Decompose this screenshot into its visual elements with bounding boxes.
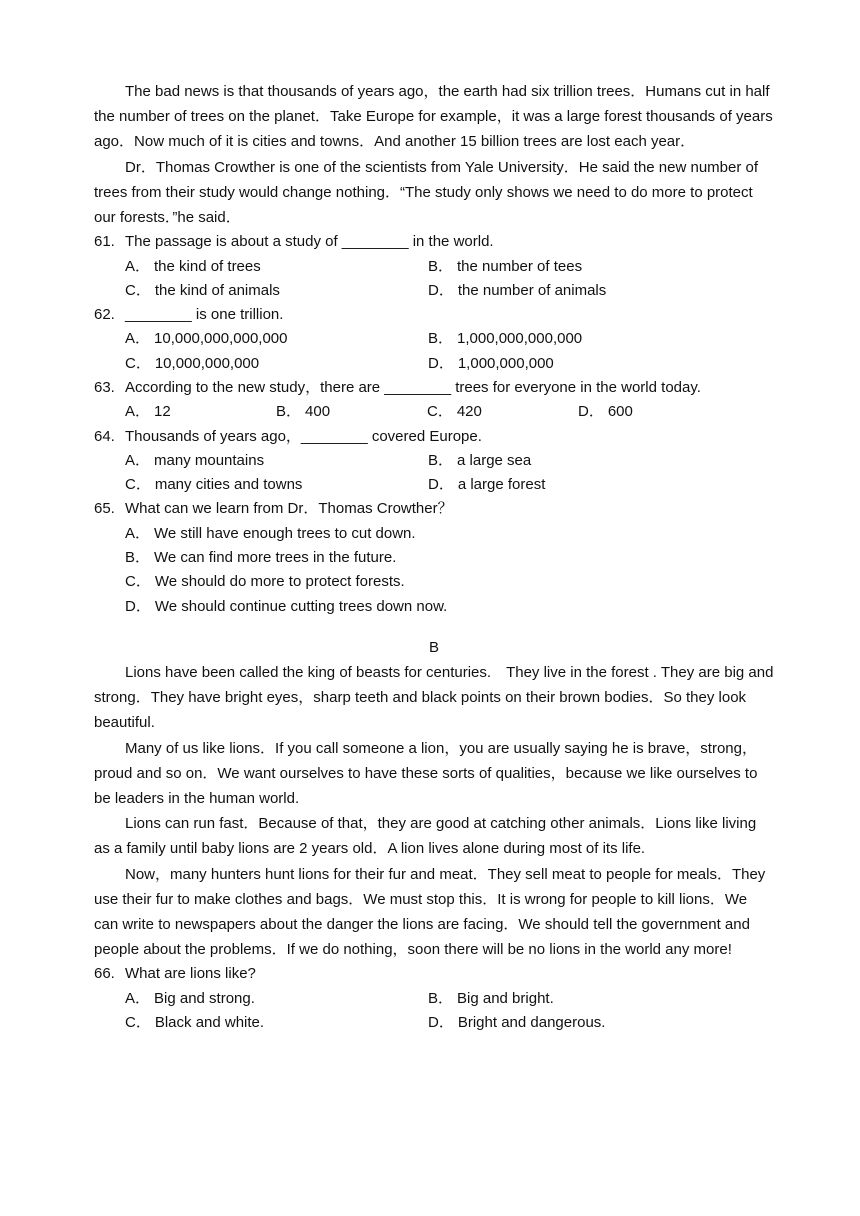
option-a: A． We still have enough trees to cut down. (125, 524, 416, 542)
option-d: D． We should continue cutting trees down now. (125, 597, 448, 615)
option-a: A． 12 (125, 403, 171, 421)
question-number: 63. (94, 379, 115, 396)
question-number: 66. (94, 965, 115, 983)
question-66 (94, 962, 774, 1035)
option-c: C． many cities and towns (125, 476, 303, 494)
passage-b-paragraph-1: Lions have been called the king of beasts for centuries. They live in the forest . They are big and strong．They have bright eyes，sharp teeth and black points on their brown bodies．So they look beautiful. (94, 663, 774, 732)
question-text: What are lions like? (125, 965, 256, 983)
question-63 (94, 376, 774, 425)
passage-b-paragraph-4: Now，many hunters hunt lions for their fur and meat．They sell meat to people for meals．They use their fur to make clothes and bags．We must stop this．It is wrong for people to kill lions．We can write to newspapers about the danger the lions are facing．We should tell the government and people about the problems．If we do nothing，soon there will be no lions in the world any more! (94, 865, 766, 959)
question-number: 62. (94, 306, 115, 324)
passage-a-paragraph-2: Dr．Thomas Crowther is one of the scientists from Yale University．He said the new number of trees from their study would change nothing．“The study only shows we need to do more to protect our forests．”he said． (94, 158, 759, 227)
option-b: B． Big and bright. (428, 989, 554, 1007)
question-text: What can we learn from Dr．Thomas Crowther？ (125, 500, 453, 518)
exam-content (94, 79, 774, 1035)
question-61 (94, 230, 774, 303)
question-number: 64. (94, 427, 115, 445)
option-b: B． 1,000,000,000,000 (428, 330, 583, 348)
option-b: B． 400 (276, 403, 331, 421)
option-c: C． We should do more to protect forests. (125, 573, 405, 591)
option-d: D． the number of animals (428, 281, 607, 299)
option-a: A． 10,000,000,000,000 (125, 330, 288, 348)
passage-a-paragraph-1: The bad news is that thousands of years ago，the earth had six trillion trees．Humans cut in half the number of trees on the planet．Take Europe for example，it was a large forest thousands of years ago．Now much of it is cities and towns．And another 15 billion trees are lost each year． (94, 83, 773, 151)
question-number: 65. (94, 500, 115, 518)
option-a: A． many mountains (125, 451, 265, 469)
question-number: 61. (94, 233, 115, 251)
question-65 (94, 497, 774, 618)
option-c: C． Black and white. (125, 1014, 265, 1031)
question-text: According to the new study，there are ________ trees for everyone in the world today. (125, 379, 701, 396)
option-b: B． a large sea (428, 451, 532, 469)
option-b: B． the number of tees (428, 257, 583, 275)
passage-b-paragraph-3: Lions can run fast．Because of that，they are good at catching other animals．Lions like living as a family until baby lions are 2 years old．A lion lives alone during most of its life. (94, 815, 757, 858)
option-a: A． the kind of trees (125, 257, 261, 275)
question-64 (94, 425, 774, 498)
option-d: D． 1,000,000,000 (428, 354, 554, 372)
section-b-title: B (428, 638, 439, 656)
question-text: Thousands of years ago，________ covered Europe. (125, 427, 482, 445)
option-c: C． the kind of animals (125, 281, 280, 299)
passage-b-paragraph-2: Many of us like lions．If you call someone a lion，you are usually saying he is brave，strong，proud and so on．We want ourselves to have these sorts of qualities，because we like ourselves to be leaders in the human world. (94, 739, 758, 807)
option-d: D． Bright and dangerous. (428, 1014, 606, 1031)
option-a: A． Big and strong. (125, 989, 255, 1007)
option-d: D． a large forest (428, 476, 546, 494)
option-c: C． 10,000,000,000 (125, 354, 260, 372)
question-text: ________ is one trillion. (125, 306, 284, 324)
option-b: B． We can find more trees in the future. (125, 549, 397, 567)
option-d: D． 600 (578, 403, 633, 421)
question-text: The passage is about a study of ________ in the world. (125, 233, 494, 251)
question-62 (94, 303, 774, 376)
option-c: C． 420 (427, 403, 482, 421)
